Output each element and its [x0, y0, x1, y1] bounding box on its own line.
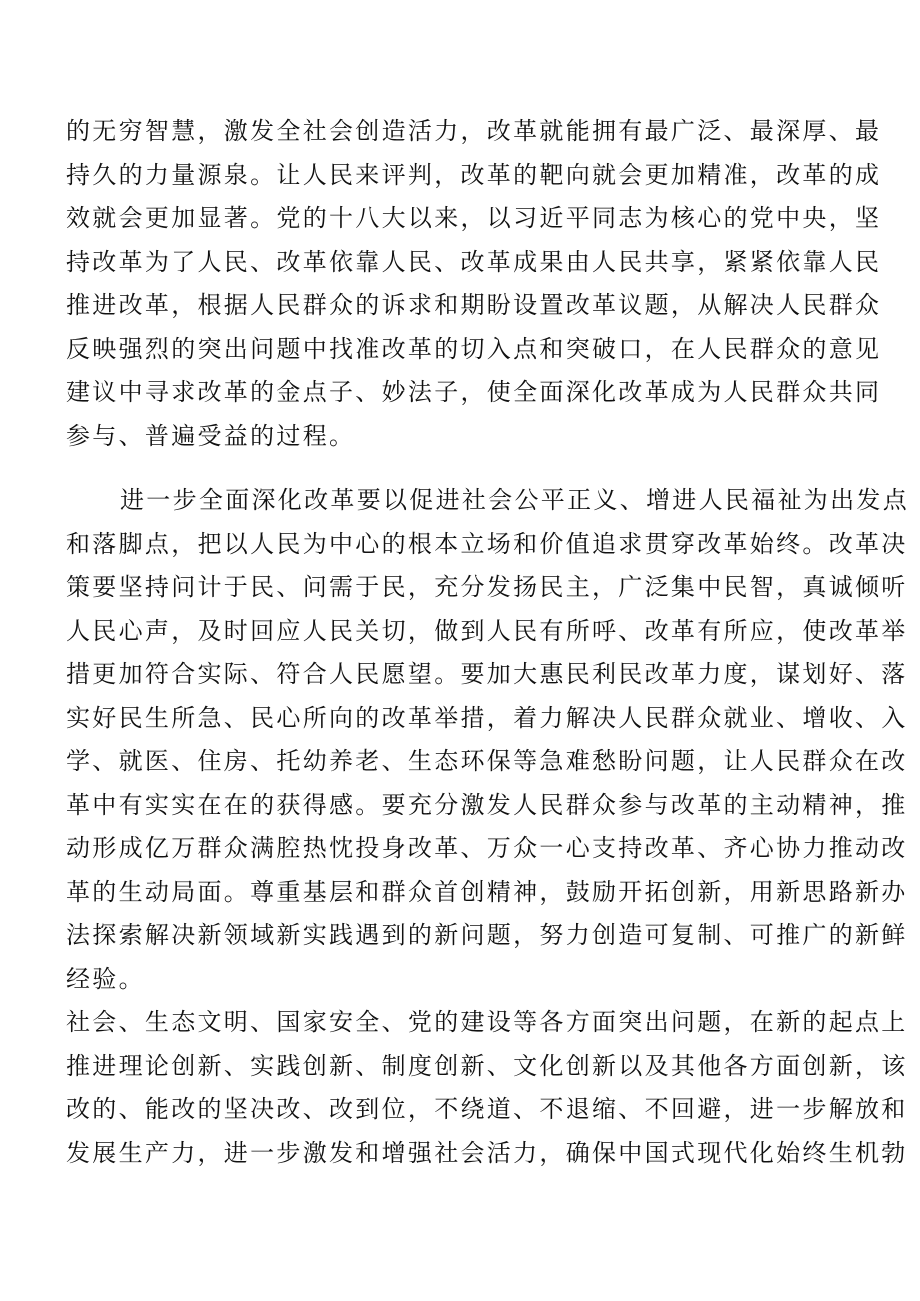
- text-line: 实好民生所急、民心所向的改革举措，着力解决人民群众就业、增收、入: [66, 703, 908, 732]
- text-line: 经验。: [66, 964, 145, 993]
- text-line: 策要坚持问计于民、问需于民，充分发扬民主，广泛集中民智，真诚倾听: [66, 573, 908, 601]
- paragraph-2: [66, 479, 909, 1001]
- text-line: 持改革为了人民、改革依靠人民、改革成果由人民共享，紧紧依靠人民: [66, 247, 882, 276]
- text-line: 革中有实实在在的获得感。要充分激发人民群众参与改革的主动精神，推: [66, 790, 908, 819]
- text-line: 发展生产力，进一步激发和增强社会活力，确保中国式现代化始终生机勃: [66, 1138, 908, 1167]
- text-line: 学、就医、住房、托幼养老、生态环保等急难愁盼问题，让人民群众在改: [66, 747, 908, 775]
- text-line: 社会、生态文明、国家安全、党的建设等各方面突出问题，在新的起点上: [66, 1008, 908, 1036]
- text-line: 参与、普遍受益的过程。: [66, 421, 356, 450]
- text-line: 推进改革，根据人民群众的诉求和期盼设置改革议题，从解决人民群众: [66, 291, 882, 319]
- text-line: 措更加符合实际、符合人民愿望。要加大惠民利民改革力度，谋划好、落: [66, 660, 908, 688]
- text-line: 持久的力量源泉。让人民来评判，改革的靶向就会更加精准，改革的成: [66, 160, 882, 189]
- text-line: 改的、能改的坚决改、改到位，不绕道、不退缩、不回避，进一步解放和: [66, 1095, 908, 1123]
- paragraph-3: [66, 1001, 908, 1175]
- text-line: 动形成亿万群众满腔热忱投身改革、万众一心支持改革、齐心协力推动改: [66, 834, 908, 862]
- paragraph-1: [66, 110, 882, 458]
- text-line: 法探索解决新领域新实践遇到的新问题，努力创造可复制、可推广的新鲜: [66, 921, 908, 949]
- text-line: 效就会更加显著。党的十八大以来，以习近平同志为核心的党中央，坚: [66, 204, 882, 232]
- text-line: 和落脚点，把以人民为中心的根本立场和价值追求贯穿改革始终。改革决: [66, 529, 908, 558]
- text-line: 建议中寻求改革的金点子、妙法子，使全面深化改革成为人民群众共同: [66, 378, 882, 406]
- paragraph-gap: [66, 458, 856, 479]
- text-line: 进一步全面深化改革要以促进社会公平正义、增进人民福祉为出发点: [120, 486, 909, 514]
- text-line: 人民心声，及时回应人民关切，做到人民有所呼、改革有所应，使改革举: [66, 616, 908, 645]
- document-page: [66, 110, 909, 1175]
- text-line: 推进理论创新、实践创新、制度创新、文化创新以及其他各方面创新，该: [66, 1051, 908, 1080]
- text-line: 反映强烈的突出问题中找准改革的切入点和突破口，在人民群众的意见: [66, 334, 882, 363]
- text-line: 革的生动局面。尊重基层和群众首创精神，鼓励开拓创新，用新思路新办: [66, 877, 908, 906]
- text-line: 的无穷智慧，激发全社会创造活力，改革就能拥有最广泛、最深厚、最: [66, 117, 882, 145]
